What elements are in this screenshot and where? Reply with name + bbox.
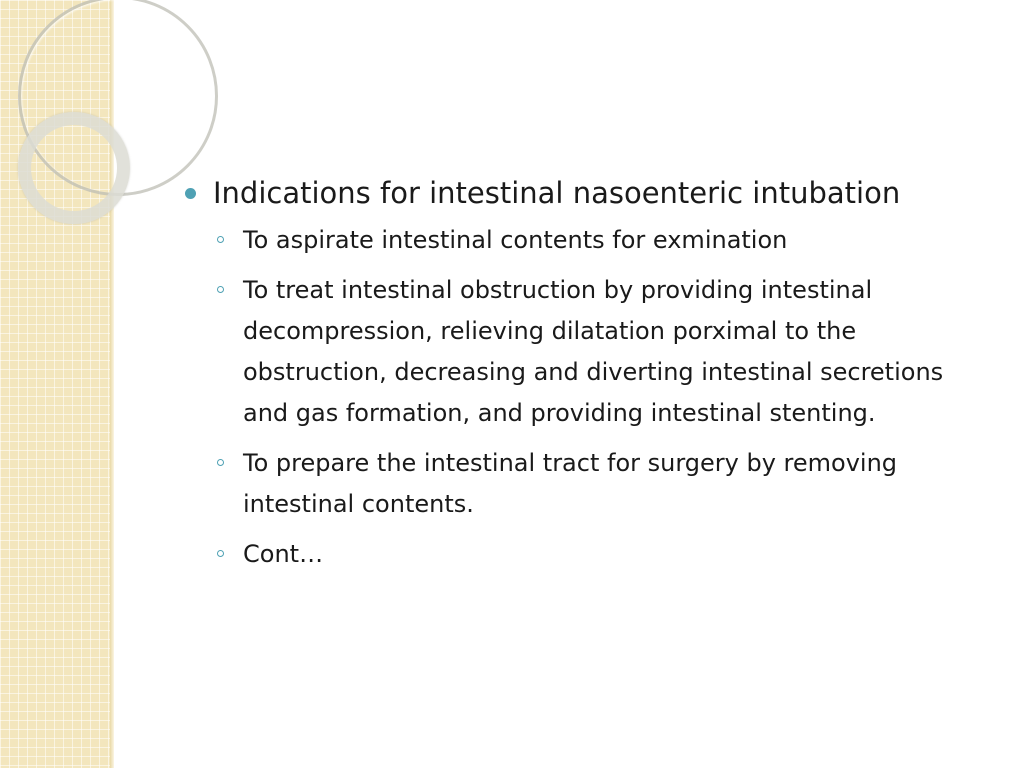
main-bullet-text: Indications for intestinal nasoenteric intubation xyxy=(213,176,901,210)
ring-bullet-icon xyxy=(217,286,224,293)
slide-content xyxy=(183,172,993,584)
bullet-list xyxy=(183,172,993,575)
sub-bullet-list xyxy=(213,220,993,575)
sub-bullet-text: To treat intestinal obstruction by providing intestinal decompression, relieving dilatation porximal to the obstruction, decreasing and diverting intestinal secretions and gas formation, and providing intestinal stenting. xyxy=(243,276,944,427)
filled-bullet-icon xyxy=(185,188,196,199)
sub-bullet-item xyxy=(213,443,993,525)
sub-bullet-item xyxy=(213,534,993,575)
ring-bullet-icon xyxy=(217,459,224,466)
ring-bullet-icon xyxy=(217,236,224,243)
ring-bullet-icon xyxy=(217,550,224,557)
sub-bullet-item xyxy=(213,220,993,261)
main-bullet-item xyxy=(183,172,993,575)
sub-bullet-text: To prepare the intestinal tract for surgery by removing intestinal contents. xyxy=(243,449,898,518)
sub-bullet-text: To aspirate intestinal contents for exmination xyxy=(243,226,788,254)
decorative-ring-small xyxy=(18,112,130,224)
sub-bullet-text: Cont… xyxy=(243,540,324,568)
sub-bullet-item xyxy=(213,270,993,434)
